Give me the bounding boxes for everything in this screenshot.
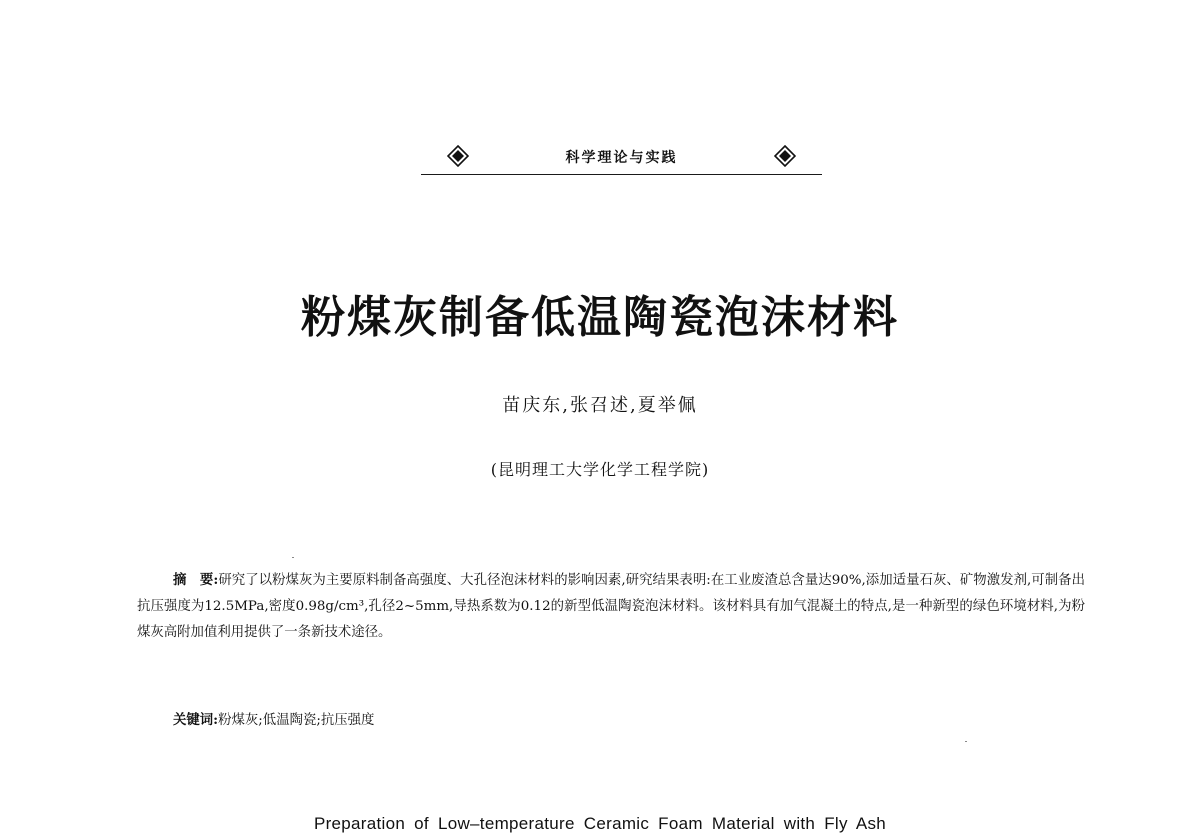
keywords-text: 粉煤灰;低温陶瓷;抗压强度 xyxy=(218,713,375,728)
running-header xyxy=(421,141,822,175)
scan-speck xyxy=(965,741,967,742)
running-header-title: 科学理论与实践 xyxy=(565,150,678,166)
abstract-text: 研究了以粉煤灰为主要原料制备高强度、大孔径泡沫材料的影响因素,研究结果表明:在工业废渣总含量达90%,添加适量石灰、矿物激发剂,可制备出抗压强度为12.5MPa,密度0.98g/cm³,孔径2~5mm,导热系数为0.12的新型低温陶瓷泡沫材料。该材料具有加气混凝土的特点,是一种新型的绿色环境材料,为粉煤灰高附加值利用提供了一条新技术途径。 xyxy=(137,573,1085,640)
scan-speck xyxy=(292,557,294,558)
keywords-label: 关键词: xyxy=(173,712,219,728)
english-title: Preparation of Low–temperature Ceramic Foam Material with Fly Ash xyxy=(313,814,887,833)
affiliation: (昆明理工大学化学工程学院) xyxy=(490,460,710,479)
author-list: 苗庆东,张召述,夏举佩 xyxy=(502,395,698,416)
keywords xyxy=(173,707,374,734)
abstract xyxy=(137,567,1085,646)
abstract-label: 摘 要: xyxy=(173,572,219,588)
article-title: 粉煤灰制备低温陶瓷泡沫材料 xyxy=(301,292,899,343)
diamond-ornament-icon xyxy=(774,145,796,167)
header-rule xyxy=(421,174,822,175)
